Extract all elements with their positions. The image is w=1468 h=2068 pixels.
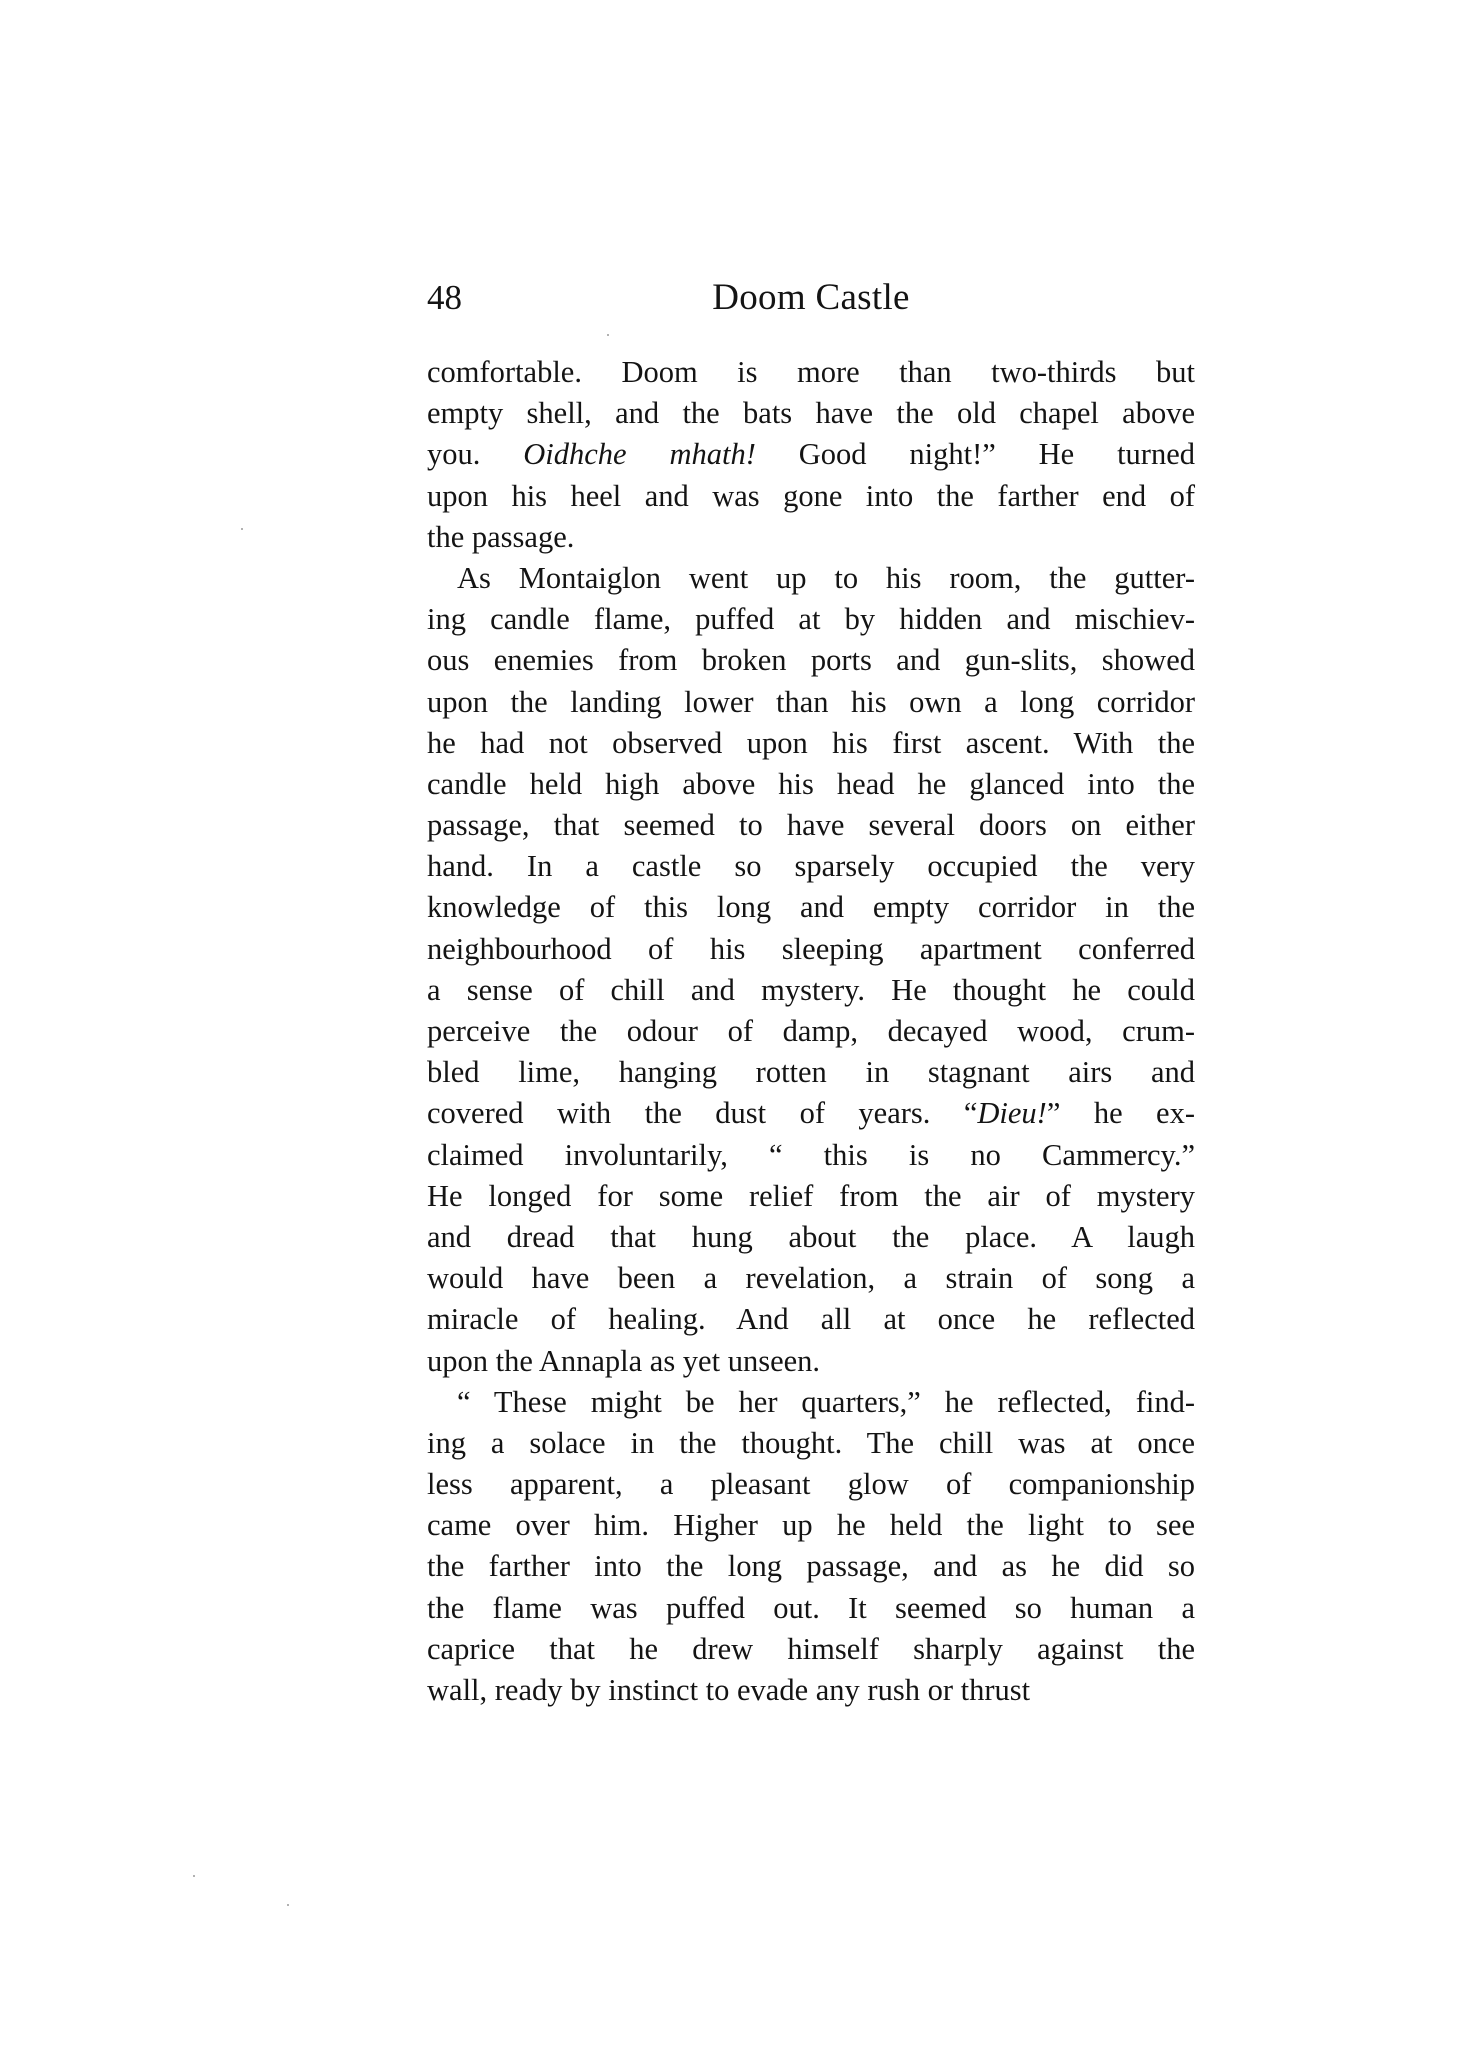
text-line: and dread that hung about the place. A laugh (427, 1219, 1195, 1254)
text-line: miracle of healing. And all at once he reflected (427, 1302, 1195, 1337)
text-line: perceive the odour of damp, decayed wood, crum- (427, 1014, 1195, 1048)
text-line: ous enemies from broken ports and gun-slits, showed (427, 643, 1195, 678)
text-line: knowledge of this long and empty corridor in the (427, 890, 1195, 925)
text-line: the flame was puffed out. It seemed so human a (427, 1590, 1195, 1625)
text-line: upon the Annapla as yet unseen. (427, 1343, 821, 1378)
text-line: caprice that he drew himself sharply against the (427, 1631, 1195, 1666)
body-text (427, 352, 1195, 1711)
text-line: ing candle flame, puffed at by hidden and mischiev- (427, 602, 1195, 637)
italic-phrase: Dieu! (977, 1096, 1047, 1131)
running-title: Doom Castle (712, 277, 910, 318)
text-segment: covered with the dust of years. “ (427, 1096, 978, 1131)
text-segment: ” he ex- (1046, 1096, 1195, 1131)
text-line: comfortable. Doom is more than two-thirds but (427, 355, 1195, 389)
text-line: ing a solace in the thought. The chill was at once (427, 1425, 1195, 1460)
scan-speck (241, 528, 243, 530)
text-line: claimed involuntarily, “ this is no Cammercy.” (427, 1137, 1195, 1172)
text-line: wall, ready by instinct to evade any rush or thrust (427, 1673, 1031, 1707)
text-line: upon his heel and was gone into the farther end of (427, 478, 1195, 513)
text-line: the passage. (427, 519, 575, 554)
text-line: neighbourhood of his sleeping apartment conferred (427, 931, 1195, 966)
text-line (427, 1093, 1195, 1134)
scan-speck (607, 334, 609, 336)
text-line: As Montaiglon went up to his room, the gutter- (457, 560, 1195, 595)
text-segment: Good night!” He turned (755, 437, 1195, 472)
text-line: a sense of chill and mystery. He thought he could (427, 972, 1195, 1007)
text-segment: you. (427, 437, 524, 472)
text-line: hand. In a castle so sparsely occupied the very (427, 849, 1195, 884)
text-line: bled lime, hanging rotten in stagnant airs and (427, 1055, 1195, 1090)
text-line (427, 434, 1195, 475)
text-line: “ These might be her quarters,” he reflected, find- (457, 1384, 1195, 1419)
scan-speck (193, 1875, 195, 1877)
page-number: 48 (427, 278, 462, 317)
text-line: candle held high above his head he glanced into the (427, 766, 1195, 801)
text-line: he had not observed upon his first ascent. With the (427, 725, 1195, 760)
text-line: less apparent, a pleasant glow of companionship (427, 1467, 1195, 1502)
text-line: empty shell, and the bats have the old chapel above (427, 396, 1195, 431)
text-line: would have been a revelation, a strain of song a (427, 1261, 1195, 1296)
text-line: came over him. Higher up he held the light to see (427, 1508, 1195, 1543)
scan-speck (287, 1904, 289, 1906)
page-header (427, 268, 1195, 328)
text-line: He longed for some relief from the air of mystery (427, 1178, 1195, 1213)
text-line: upon the landing lower than his own a long corridor (427, 684, 1195, 719)
text-line: passage, that seemed to have several doors on either (427, 808, 1195, 843)
text-line: the farther into the long passage, and as he did so (427, 1549, 1195, 1584)
italic-phrase: Oidhche mhath! (523, 437, 756, 472)
